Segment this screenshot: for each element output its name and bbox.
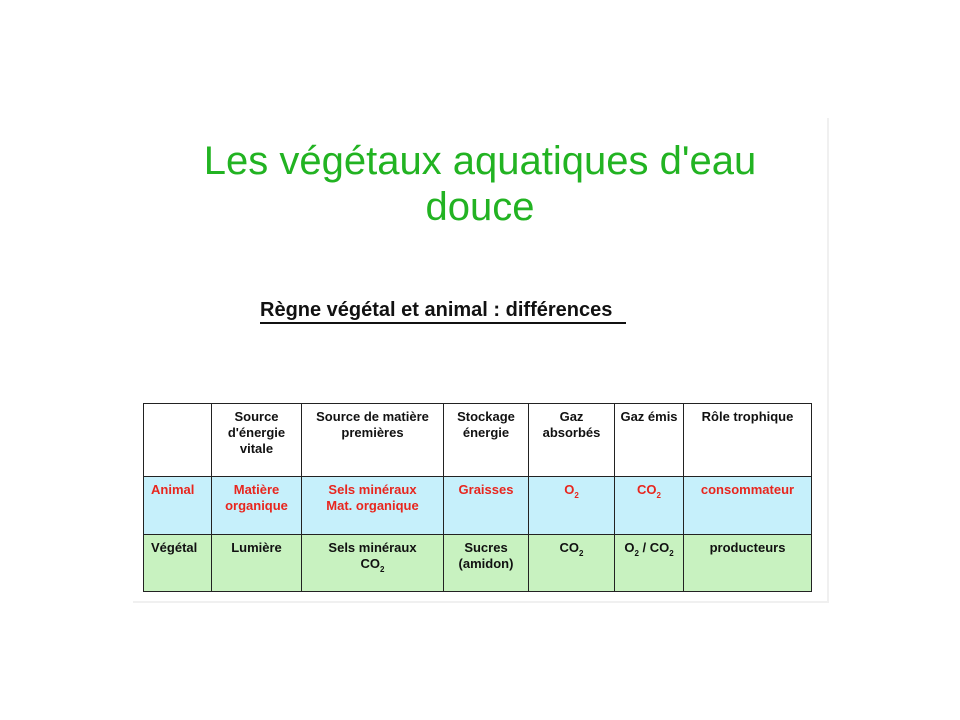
title-line-2: douce: [425, 185, 535, 229]
cell-animal-matiere-2: Mat. organique: [326, 498, 419, 513]
cell-animal-energie: Matière organique: [212, 477, 302, 535]
gas-formula: O: [624, 540, 635, 555]
cell-vegetal-gaz-emis: [615, 535, 684, 592]
gas-subscript: 2: [579, 549, 584, 558]
gas-subscript: 2: [634, 549, 639, 558]
cell-animal-matiere-1: Sels minéraux: [328, 482, 417, 497]
cell-animal-gaz-emis: [615, 477, 684, 535]
cell-vegetal-matiere: [302, 535, 444, 592]
gas-subscript: 2: [574, 491, 579, 500]
cell-vegetal-gaz-absorbes: [529, 535, 615, 592]
header-cell-role: Rôle trophique: [684, 404, 812, 477]
cell-animal-matiere: [302, 477, 444, 535]
cell-vegetal-energie: Lumière: [212, 535, 302, 592]
gas-formula: CO: [637, 482, 657, 497]
row-label-vegetal: Végétal: [144, 535, 212, 592]
table-row-vegetal: [144, 535, 812, 592]
gas-subscript: 2: [669, 549, 674, 558]
row-label-animal: Animal: [144, 477, 212, 535]
gas-subscript: 2: [380, 565, 385, 574]
cell-animal-stockage: Graisses: [444, 477, 529, 535]
header-cell-matiere: Source de matière premières: [302, 404, 444, 477]
cell-vegetal-role: producteurs: [684, 535, 812, 592]
header-cell-gaz-absorbes: Gaz absorbés: [529, 404, 615, 477]
section-subtitle: Règne végétal et animal : différences: [260, 298, 626, 324]
header-cell-stockage: Stockage énergie: [444, 404, 529, 477]
cell-animal-role: consommateur: [684, 477, 812, 535]
comparison-table: [143, 403, 812, 592]
cell-animal-gaz-absorbes: [529, 477, 615, 535]
cell-vegetal-stockage: Sucres (amidon): [444, 535, 529, 592]
header-cell-gaz-emis: Gaz émis: [615, 404, 684, 477]
gas-formula: CO: [559, 540, 580, 555]
gas-subscript: 2: [656, 491, 661, 500]
slide-title: [0, 138, 960, 230]
table-row-animal: [144, 477, 812, 535]
header-cell-energie: Source d'énergie vitale: [212, 404, 302, 477]
header-cell-empty: [144, 404, 212, 477]
table-header-row: [144, 404, 812, 477]
gas-formula: O: [564, 482, 575, 497]
title-line-1: Les végétaux aquatiques d'eau: [203, 139, 757, 183]
gas-formula: / CO: [638, 540, 670, 555]
cell-vegetal-matiere-1: Sels minéraux: [328, 540, 417, 555]
gas-formula: CO: [360, 556, 381, 571]
